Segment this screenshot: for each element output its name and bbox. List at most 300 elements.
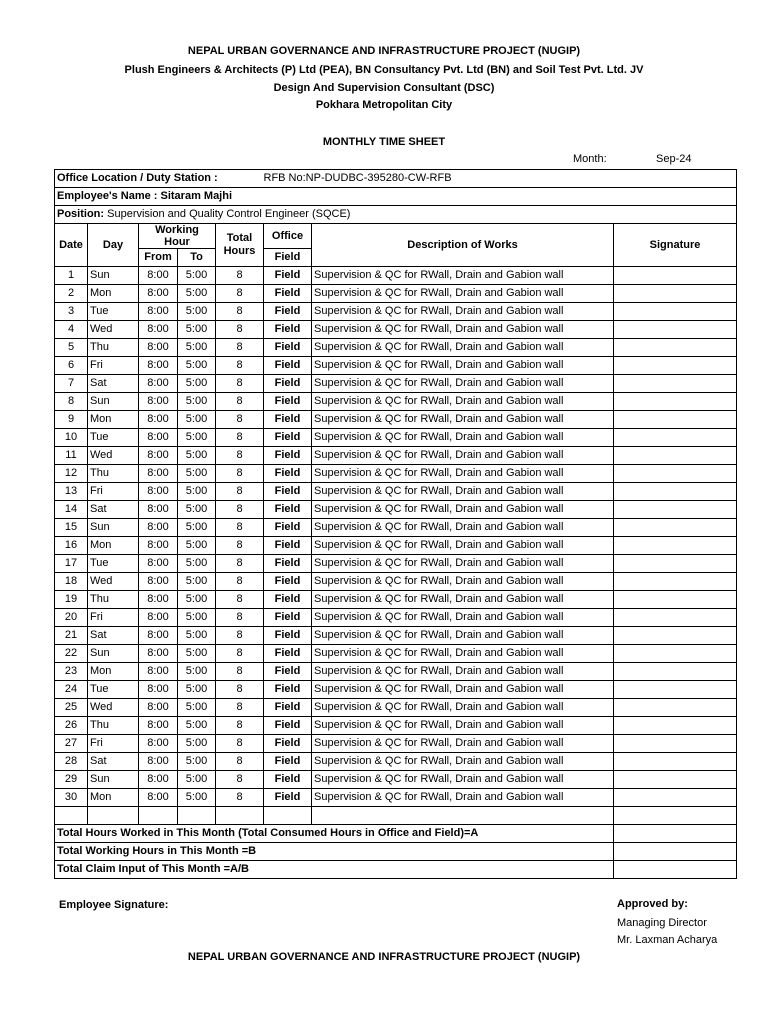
signature-cell [614,771,737,789]
from-cell: 8:00 [139,267,178,285]
signature-cell [614,267,737,285]
table-row [55,771,737,789]
sheet-title: MONTHLY TIME SHEET [322,136,446,148]
total-hours-cell: 8 [216,627,264,645]
to-cell: 5:00 [178,537,216,555]
description-cell: Supervision & QC for RWall, Drain and Gabion wall [312,483,614,501]
to-cell: 5:00 [178,717,216,735]
day-cell: Wed [88,447,139,465]
description-cell: Supervision & QC for RWall, Drain and Gabion wall [312,393,614,411]
total-hours-cell: 8 [216,573,264,591]
date-cell: 2 [55,285,88,303]
description-cell: Supervision & QC for RWall, Drain and Gabion wall [312,681,614,699]
date-cell: 28 [55,753,88,771]
empty-cell [614,807,737,825]
from-cell: 8:00 [139,771,178,789]
signature-cell [614,555,737,573]
date-cell: 30 [55,789,88,807]
project-title: NEPAL URBAN GOVERNANCE AND INFRASTRUCTURE PROJECT (NUGIP) [187,45,581,57]
day-cell: Sat [88,753,139,771]
table-row [55,789,737,807]
from-cell: 8:00 [139,519,178,537]
total-hours-cell: 8 [216,735,264,753]
signature-cell [614,591,737,609]
date-cell: 23 [55,663,88,681]
description-cell: Supervision & QC for RWall, Drain and Gabion wall [312,321,614,339]
description-cell: Supervision & QC for RWall, Drain and Gabion wall [312,429,614,447]
place-cell: Field [264,627,312,645]
empty-cell [312,807,614,825]
description-cell: Supervision & QC for RWall, Drain and Gabion wall [312,591,614,609]
description-cell: Supervision & QC for RWall, Drain and Gabion wall [312,501,614,519]
description-cell: Supervision & QC for RWall, Drain and Gabion wall [312,303,614,321]
table-row [55,483,737,501]
totals-value-b [614,843,737,861]
empty-cell [264,807,312,825]
approved-by-label: Approved by: [617,898,688,910]
table-row [55,591,737,609]
description-cell: Supervision & QC for RWall, Drain and Gabion wall [312,663,614,681]
total-hours-cell: 8 [216,321,264,339]
table-row [55,555,737,573]
place-cell: Field [264,303,312,321]
place-cell: Field [264,267,312,285]
from-cell: 8:00 [139,627,178,645]
date-cell: 19 [55,591,88,609]
to-cell: 5:00 [178,735,216,753]
day-cell: Fri [88,735,139,753]
date-cell: 11 [55,447,88,465]
from-cell: 8:00 [139,321,178,339]
day-cell: Sat [88,501,139,519]
from-cell: 8:00 [139,753,178,771]
footer-project-title: NEPAL URBAN GOVERNANCE AND INFRASTRUCTURE PROJECT (NUGIP) [187,951,581,963]
to-cell: 5:00 [178,591,216,609]
position: Position: Supervision and Quality Control Engineer (SQCE) [55,206,737,224]
place-cell: Field [264,573,312,591]
table-row [55,375,737,393]
day-cell: Thu [88,591,139,609]
empty-cell [216,807,264,825]
totals-row-a [55,825,737,843]
col-from: From [139,249,178,267]
total-hours-cell: 8 [216,267,264,285]
signature-cell [614,735,737,753]
totals-value-c [614,861,737,879]
place-cell: Field [264,465,312,483]
date-cell: 3 [55,303,88,321]
from-cell: 8:00 [139,465,178,483]
totals-label-c: Total Claim Input of This Month =A/B [55,861,614,879]
signature-cell [614,573,737,591]
place-cell: Field [264,771,312,789]
from-cell: 8:00 [139,429,178,447]
signature-cell [614,393,737,411]
table-row [55,519,737,537]
col-working-hour: Working Hour [139,224,216,249]
from-cell: 8:00 [139,717,178,735]
signature-cell [614,447,737,465]
from-cell: 8:00 [139,645,178,663]
total-hours-cell: 8 [216,357,264,375]
description-cell: Supervision & QC for RWall, Drain and Gabion wall [312,285,614,303]
day-cell: Thu [88,339,139,357]
to-cell: 5:00 [178,681,216,699]
signature-cell [614,285,737,303]
col-signature: Signature [614,224,737,267]
signature-cell [614,501,737,519]
empty-cell [178,807,216,825]
description-cell: Supervision & QC for RWall, Drain and Gabion wall [312,375,614,393]
from-cell: 8:00 [139,735,178,753]
day-cell: Thu [88,717,139,735]
to-cell: 5:00 [178,483,216,501]
place-cell: Field [264,357,312,375]
totals-row-b [55,843,737,861]
total-hours-cell: 8 [216,465,264,483]
description-cell: Supervision & QC for RWall, Drain and Gabion wall [312,519,614,537]
total-hours-cell: 8 [216,699,264,717]
date-cell: 25 [55,699,88,717]
from-cell: 8:00 [139,789,178,807]
day-cell: Fri [88,609,139,627]
from-cell: 8:00 [139,501,178,519]
signature-cell [614,789,737,807]
date-cell: 5 [55,339,88,357]
place-cell: Field [264,375,312,393]
from-cell: 8:00 [139,303,178,321]
table-row [55,627,737,645]
table-row [55,357,737,375]
date-cell: 13 [55,483,88,501]
employee-name-row [55,188,737,206]
from-cell: 8:00 [139,699,178,717]
col-day: Day [88,224,139,267]
month-value: Sep-24 [656,153,692,165]
total-hours-cell: 8 [216,447,264,465]
date-cell: 12 [55,465,88,483]
signature-cell [614,483,737,501]
empty-cell [55,807,88,825]
position-row [55,206,737,224]
table-row [55,339,737,357]
col-to: To [178,249,216,267]
table-row [55,501,737,519]
table-row [55,735,737,753]
total-hours-cell: 8 [216,339,264,357]
date-cell: 16 [55,537,88,555]
to-cell: 5:00 [178,465,216,483]
day-cell: Sun [88,393,139,411]
to-cell: 5:00 [178,555,216,573]
from-cell: 8:00 [139,681,178,699]
total-hours-cell: 8 [216,645,264,663]
total-hours-cell: 8 [216,681,264,699]
place-cell: Field [264,447,312,465]
timesheet-table [54,169,737,879]
date-cell: 22 [55,645,88,663]
description-cell: Supervision & QC for RWall, Drain and Gabion wall [312,627,614,645]
signature-cell [614,753,737,771]
col-field: Field [264,249,312,267]
table-row [55,699,737,717]
from-cell: 8:00 [139,393,178,411]
totals-value-a [614,825,737,843]
signature-cell [614,465,737,483]
table-row [55,411,737,429]
place-cell: Field [264,411,312,429]
to-cell: 5:00 [178,573,216,591]
total-hours-cell: 8 [216,537,264,555]
total-hours-cell: 8 [216,771,264,789]
description-cell: Supervision & QC for RWall, Drain and Gabion wall [312,537,614,555]
office-location-label: Office Location / Duty Station : [55,170,264,188]
from-cell: 8:00 [139,609,178,627]
date-cell: 15 [55,519,88,537]
to-cell: 5:00 [178,753,216,771]
description-cell: Supervision & QC for RWall, Drain and Gabion wall [312,339,614,357]
to-cell: 5:00 [178,645,216,663]
table-row [55,753,737,771]
signature-cell [614,663,737,681]
description-cell: Supervision & QC for RWall, Drain and Gabion wall [312,717,614,735]
to-cell: 5:00 [178,303,216,321]
description-cell: Supervision & QC for RWall, Drain and Gabion wall [312,411,614,429]
description-cell: Supervision & QC for RWall, Drain and Gabion wall [312,771,614,789]
table-row [55,681,737,699]
place-cell: Field [264,537,312,555]
total-hours-cell: 8 [216,501,264,519]
from-cell: 8:00 [139,663,178,681]
description-cell: Supervision & QC for RWall, Drain and Gabion wall [312,267,614,285]
table-row [55,285,737,303]
place-cell: Field [264,483,312,501]
place-cell: Field [264,501,312,519]
day-cell: Tue [88,555,139,573]
table-row [55,321,737,339]
place-cell: Field [264,321,312,339]
place-cell: Field [264,285,312,303]
month-label: Month: [573,153,607,165]
signature-cell [614,375,737,393]
to-cell: 5:00 [178,267,216,285]
day-cell: Tue [88,429,139,447]
to-cell: 5:00 [178,609,216,627]
col-office: Office [264,224,312,249]
total-hours-cell: 8 [216,789,264,807]
table-row [55,393,737,411]
day-cell: Tue [88,303,139,321]
date-cell: 6 [55,357,88,375]
employee-name: Employee's Name : Sitaram Majhi [55,188,737,206]
consultants-line: Plush Engineers & Architects (P) Ltd (PEA), BN Consultancy Pvt. Ltd (BN) and Soil Test Pvt. Ltd. JV [124,64,644,76]
description-cell: Supervision & QC for RWall, Drain and Gabion wall [312,735,614,753]
from-cell: 8:00 [139,537,178,555]
signature-cell [614,339,737,357]
from-cell: 8:00 [139,555,178,573]
date-cell: 27 [55,735,88,753]
from-cell: 8:00 [139,447,178,465]
approver-title: Managing Director [617,917,707,929]
day-cell: Sat [88,375,139,393]
signature-cell [614,429,737,447]
description-cell: Supervision & QC for RWall, Drain and Gabion wall [312,609,614,627]
to-cell: 5:00 [178,357,216,375]
to-cell: 5:00 [178,627,216,645]
to-cell: 5:00 [178,699,216,717]
col-description: Description of Works [312,224,614,267]
date-cell: 26 [55,717,88,735]
signature-cell [614,411,737,429]
to-cell: 5:00 [178,663,216,681]
total-hours-cell: 8 [216,555,264,573]
table-row [55,303,737,321]
place-cell: Field [264,555,312,573]
date-cell: 10 [55,429,88,447]
from-cell: 8:00 [139,411,178,429]
place-cell: Field [264,717,312,735]
from-cell: 8:00 [139,483,178,501]
place-cell: Field [264,789,312,807]
table-row [55,537,737,555]
to-cell: 5:00 [178,519,216,537]
total-hours-cell: 8 [216,393,264,411]
table-row [55,465,737,483]
place-cell: Field [264,519,312,537]
day-cell: Sun [88,519,139,537]
to-cell: 5:00 [178,393,216,411]
total-hours-cell: 8 [216,609,264,627]
place-cell: Field [264,609,312,627]
description-cell: Supervision & QC for RWall, Drain and Gabion wall [312,357,614,375]
from-cell: 8:00 [139,357,178,375]
table-row [55,663,737,681]
place-cell: Field [264,681,312,699]
day-cell: Wed [88,573,139,591]
date-cell: 7 [55,375,88,393]
place-cell: Field [264,339,312,357]
day-cell: Sat [88,627,139,645]
total-hours-cell: 8 [216,519,264,537]
day-cell: Mon [88,663,139,681]
place-cell: Field [264,699,312,717]
col-total-hours: Total Hours [216,224,264,267]
to-cell: 5:00 [178,285,216,303]
total-hours-cell: 8 [216,663,264,681]
to-cell: 5:00 [178,501,216,519]
to-cell: 5:00 [178,429,216,447]
table-row [55,717,737,735]
from-cell: 8:00 [139,339,178,357]
day-cell: Fri [88,483,139,501]
day-cell: Sun [88,771,139,789]
day-cell: Mon [88,285,139,303]
signature-cell [614,699,737,717]
description-cell: Supervision & QC for RWall, Drain and Gabion wall [312,753,614,771]
date-cell: 8 [55,393,88,411]
employee-signature-label: Employee Signature: [59,899,169,911]
empty-cell [88,807,139,825]
date-cell: 4 [55,321,88,339]
date-cell: 1 [55,267,88,285]
description-cell: Supervision & QC for RWall, Drain and Gabion wall [312,789,614,807]
totals-label-b: Total Working Hours in This Month =B [55,843,614,861]
total-hours-cell: 8 [216,303,264,321]
total-hours-cell: 8 [216,375,264,393]
signature-cell [614,537,737,555]
day-cell: Sun [88,645,139,663]
empty-cell [139,807,178,825]
signature-cell [614,627,737,645]
date-cell: 14 [55,501,88,519]
to-cell: 5:00 [178,789,216,807]
table-row [55,645,737,663]
total-hours-cell: 8 [216,429,264,447]
total-hours-cell: 8 [216,411,264,429]
signature-cell [614,717,737,735]
from-cell: 8:00 [139,591,178,609]
day-cell: Thu [88,465,139,483]
totals-label-a: Total Hours Worked in This Month (Total Consumed Hours in Office and Field)=A [55,825,614,843]
from-cell: 8:00 [139,573,178,591]
table-row [55,573,737,591]
total-hours-cell: 8 [216,285,264,303]
to-cell: 5:00 [178,321,216,339]
place-cell: Field [264,393,312,411]
date-cell: 20 [55,609,88,627]
day-cell: Wed [88,699,139,717]
empty-row [55,807,737,825]
day-cell: Mon [88,789,139,807]
to-cell: 5:00 [178,771,216,789]
to-cell: 5:00 [178,375,216,393]
place-cell: Field [264,753,312,771]
day-cell: Fri [88,357,139,375]
office-location-row [55,170,737,188]
table-row [55,447,737,465]
day-cell: Mon [88,411,139,429]
total-hours-cell: 8 [216,753,264,771]
date-cell: 29 [55,771,88,789]
consultant-role: Design And Supervision Consultant (DSC) [273,82,495,94]
office-location-value: RFB No:NP-DUDBC-395280-CW-RFB [264,170,737,188]
place-cell: Field [264,645,312,663]
place-cell: Field [264,591,312,609]
signature-cell [614,645,737,663]
date-cell: 21 [55,627,88,645]
col-date: Date [55,224,88,267]
description-cell: Supervision & QC for RWall, Drain and Gabion wall [312,447,614,465]
date-cell: 17 [55,555,88,573]
day-cell: Mon [88,537,139,555]
city-name: Pokhara Metropolitan City [315,99,453,111]
description-cell: Supervision & QC for RWall, Drain and Gabion wall [312,465,614,483]
day-cell: Wed [88,321,139,339]
date-cell: 18 [55,573,88,591]
description-cell: Supervision & QC for RWall, Drain and Gabion wall [312,573,614,591]
column-header-row-1 [55,224,737,249]
signature-cell [614,681,737,699]
day-cell: Tue [88,681,139,699]
total-hours-cell: 8 [216,717,264,735]
to-cell: 5:00 [178,339,216,357]
table-row [55,429,737,447]
approver-name: Mr. Laxman Acharya [617,934,718,946]
signature-cell [614,357,737,375]
to-cell: 5:00 [178,447,216,465]
place-cell: Field [264,429,312,447]
signature-cell [614,519,737,537]
